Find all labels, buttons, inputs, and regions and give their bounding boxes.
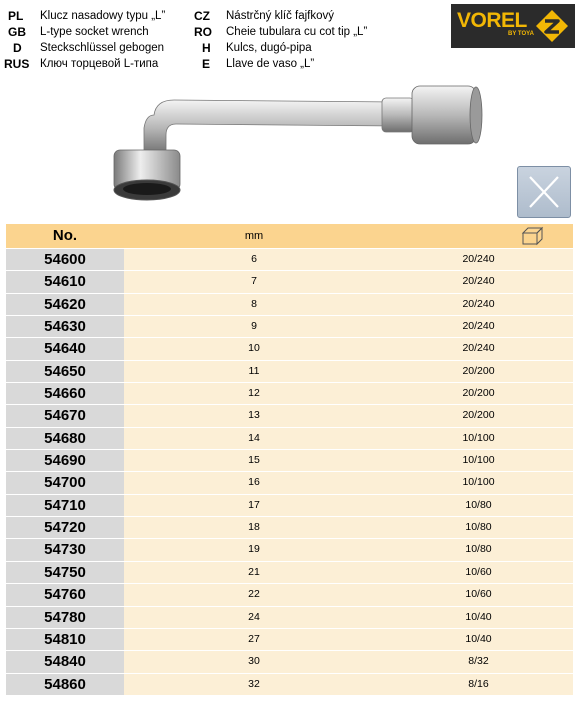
table-row — [6, 516, 573, 538]
product-table — [6, 224, 573, 695]
cell-no: 54600 — [6, 249, 124, 270]
cell-pack: 20/240 — [462, 342, 495, 355]
cell-pack: 10/40 — [465, 632, 492, 645]
lang-code: RO — [194, 25, 212, 39]
cell-no: 54720 — [6, 517, 124, 538]
cell-no: 54620 — [6, 294, 124, 315]
lang-code: RUS — [4, 57, 30, 71]
cell-mm: 16 — [248, 476, 260, 489]
lang-text: L-type socket wrench — [40, 26, 149, 38]
lang-text: Kulcs, dugó-pipa — [226, 42, 312, 54]
logo-sub-text: BY TOYA — [508, 31, 534, 37]
table-row — [6, 404, 573, 426]
cell-pack: 20/200 — [462, 364, 495, 377]
header-pack — [384, 224, 573, 248]
cell-mm: 12 — [248, 387, 260, 400]
cell-mm: 24 — [248, 610, 260, 623]
lang-code: GB — [8, 25, 26, 39]
table-row — [6, 561, 573, 583]
cell-no: 54610 — [6, 271, 124, 292]
table-row — [6, 449, 573, 471]
table-row — [6, 606, 573, 628]
cell-pack: 10/80 — [465, 521, 492, 534]
table-body — [6, 248, 573, 695]
table-row — [6, 337, 573, 359]
cell-no: 54710 — [6, 495, 124, 516]
header-no: No. — [52, 227, 78, 244]
table-header — [6, 224, 573, 248]
cell-pack: 10/100 — [462, 454, 495, 467]
cell-mm: 32 — [248, 677, 260, 690]
cell-no: 54840 — [6, 651, 124, 672]
cell-pack: 10/100 — [462, 431, 495, 444]
table-row — [6, 494, 573, 516]
cell-mm: 15 — [248, 454, 260, 467]
cell-mm: 6 — [251, 253, 257, 265]
cell-mm: 11 — [248, 364, 260, 377]
logo-emblem-icon — [535, 9, 569, 43]
lang-code: PL — [8, 9, 24, 23]
cell-no: 54630 — [6, 316, 124, 337]
table-row — [6, 650, 573, 672]
table-row — [6, 628, 573, 650]
cell-pack: 10/80 — [465, 498, 492, 511]
cell-mm: 9 — [251, 320, 257, 333]
cell-no: 54650 — [6, 361, 124, 382]
table-row — [6, 471, 573, 493]
table-row — [6, 360, 573, 382]
cell-no: 54810 — [6, 629, 124, 650]
cell-pack: 20/240 — [462, 275, 495, 288]
cell-pack: 20/240 — [462, 297, 495, 310]
lang-code: CZ — [194, 9, 210, 23]
cell-no: 54660 — [6, 383, 124, 404]
close-button[interactable] — [517, 166, 571, 218]
lang-text: Nástrčný klíč fajfkový — [226, 10, 334, 22]
cell-pack: 20/240 — [462, 253, 495, 265]
cell-mm: 30 — [248, 655, 260, 668]
header-mm: mm — [244, 230, 264, 242]
cell-no: 54680 — [6, 428, 124, 449]
cell-no: 54690 — [6, 450, 124, 471]
table-row — [6, 427, 573, 449]
cell-mm: 14 — [248, 431, 260, 444]
logo-brand-text: VOREL — [457, 9, 527, 32]
table-row — [6, 538, 573, 560]
box-icon — [384, 224, 573, 248]
close-icon — [518, 167, 570, 217]
lang-text: Klucz nasadowy typu „L” — [40, 10, 166, 22]
table-row — [6, 270, 573, 292]
cell-no: 54760 — [6, 584, 124, 605]
cell-no: 54640 — [6, 338, 124, 359]
cell-pack: 10/40 — [465, 610, 492, 623]
lang-text: Ключ торцевой L-типа — [40, 58, 159, 70]
cell-no: 54860 — [6, 674, 124, 695]
table-row — [6, 293, 573, 315]
cell-mm: 7 — [251, 275, 257, 288]
lang-text: Cheie tubulara cu cot tip „L” — [226, 26, 368, 38]
cell-pack: 20/240 — [462, 320, 495, 333]
cell-pack: 10/60 — [465, 588, 492, 601]
table-row — [6, 673, 573, 695]
table-row — [6, 248, 573, 270]
cell-pack: 10/80 — [465, 543, 492, 556]
lang-code: H — [202, 41, 211, 55]
cell-mm: 10 — [248, 342, 260, 355]
wrench-image — [94, 80, 486, 205]
cell-mm: 22 — [248, 588, 260, 601]
cell-no: 54700 — [6, 472, 124, 493]
lang-code: E — [202, 57, 211, 71]
lang-text: Steckschlüssel gebogen — [40, 42, 165, 54]
cell-mm: 21 — [248, 565, 260, 578]
cell-mm: 13 — [248, 409, 260, 422]
lang-code: D — [13, 41, 22, 55]
table-row — [6, 315, 573, 337]
cell-mm: 18 — [248, 521, 260, 534]
cell-pack: 8/16 — [468, 677, 489, 690]
cell-mm: 8 — [251, 297, 257, 310]
brand-logo — [451, 4, 575, 48]
cell-mm: 17 — [248, 498, 260, 511]
cell-no: 54730 — [6, 539, 124, 560]
cell-pack: 8/32 — [468, 655, 489, 668]
lang-text: Llave de vaso „L” — [226, 58, 315, 70]
cell-no: 54670 — [6, 405, 124, 426]
cell-pack: 10/60 — [465, 565, 492, 578]
cell-pack: 20/200 — [462, 409, 495, 422]
cell-pack: 20/200 — [462, 387, 495, 400]
cell-no: 54780 — [6, 607, 124, 628]
table-row — [6, 382, 573, 404]
cell-no: 54750 — [6, 562, 124, 583]
table-row — [6, 583, 573, 605]
cell-pack: 10/100 — [462, 476, 495, 489]
cell-mm: 19 — [248, 543, 260, 556]
cell-mm: 27 — [248, 632, 260, 645]
